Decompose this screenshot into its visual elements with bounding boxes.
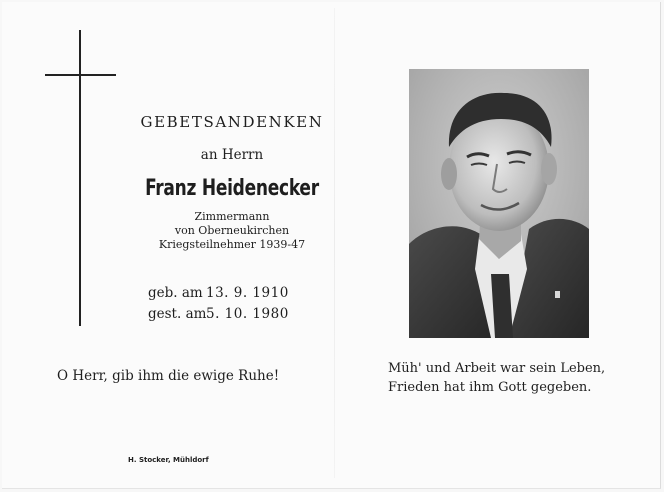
card-title: GEBETSANDENKEN [140,113,324,131]
life-dates [148,283,289,325]
death-row [148,304,289,325]
verse-line-1: Müh' und Arbeit war sein Leben, [388,361,606,376]
memorial-verse [388,359,605,397]
deceased-name: Franz Heidenecker [145,176,319,201]
death-label: gest. am [148,306,207,322]
printer-credit: H. Stocker, Mühldorf [128,456,209,464]
portrait-photo [409,69,589,338]
veteran-note: Kriegsteilnehmer 1939-47 [158,238,306,251]
prayer-text: O Herr, gib ihm die ewige Ruhe! [57,368,280,384]
salutation: an Herrn [200,147,264,163]
occupation: Zimmermann [194,210,270,223]
death-date: 5. 10. 1980 [206,306,289,322]
cross-icon-bar [45,74,116,76]
birth-label: geb. am [148,285,203,301]
birth-row [148,283,289,304]
verse-line-2: Frieden hat ihm Gott gegeben. [388,380,592,395]
birth-date: 13. 9. 1910 [206,285,289,301]
origin: von Oberneukirchen [174,224,290,237]
